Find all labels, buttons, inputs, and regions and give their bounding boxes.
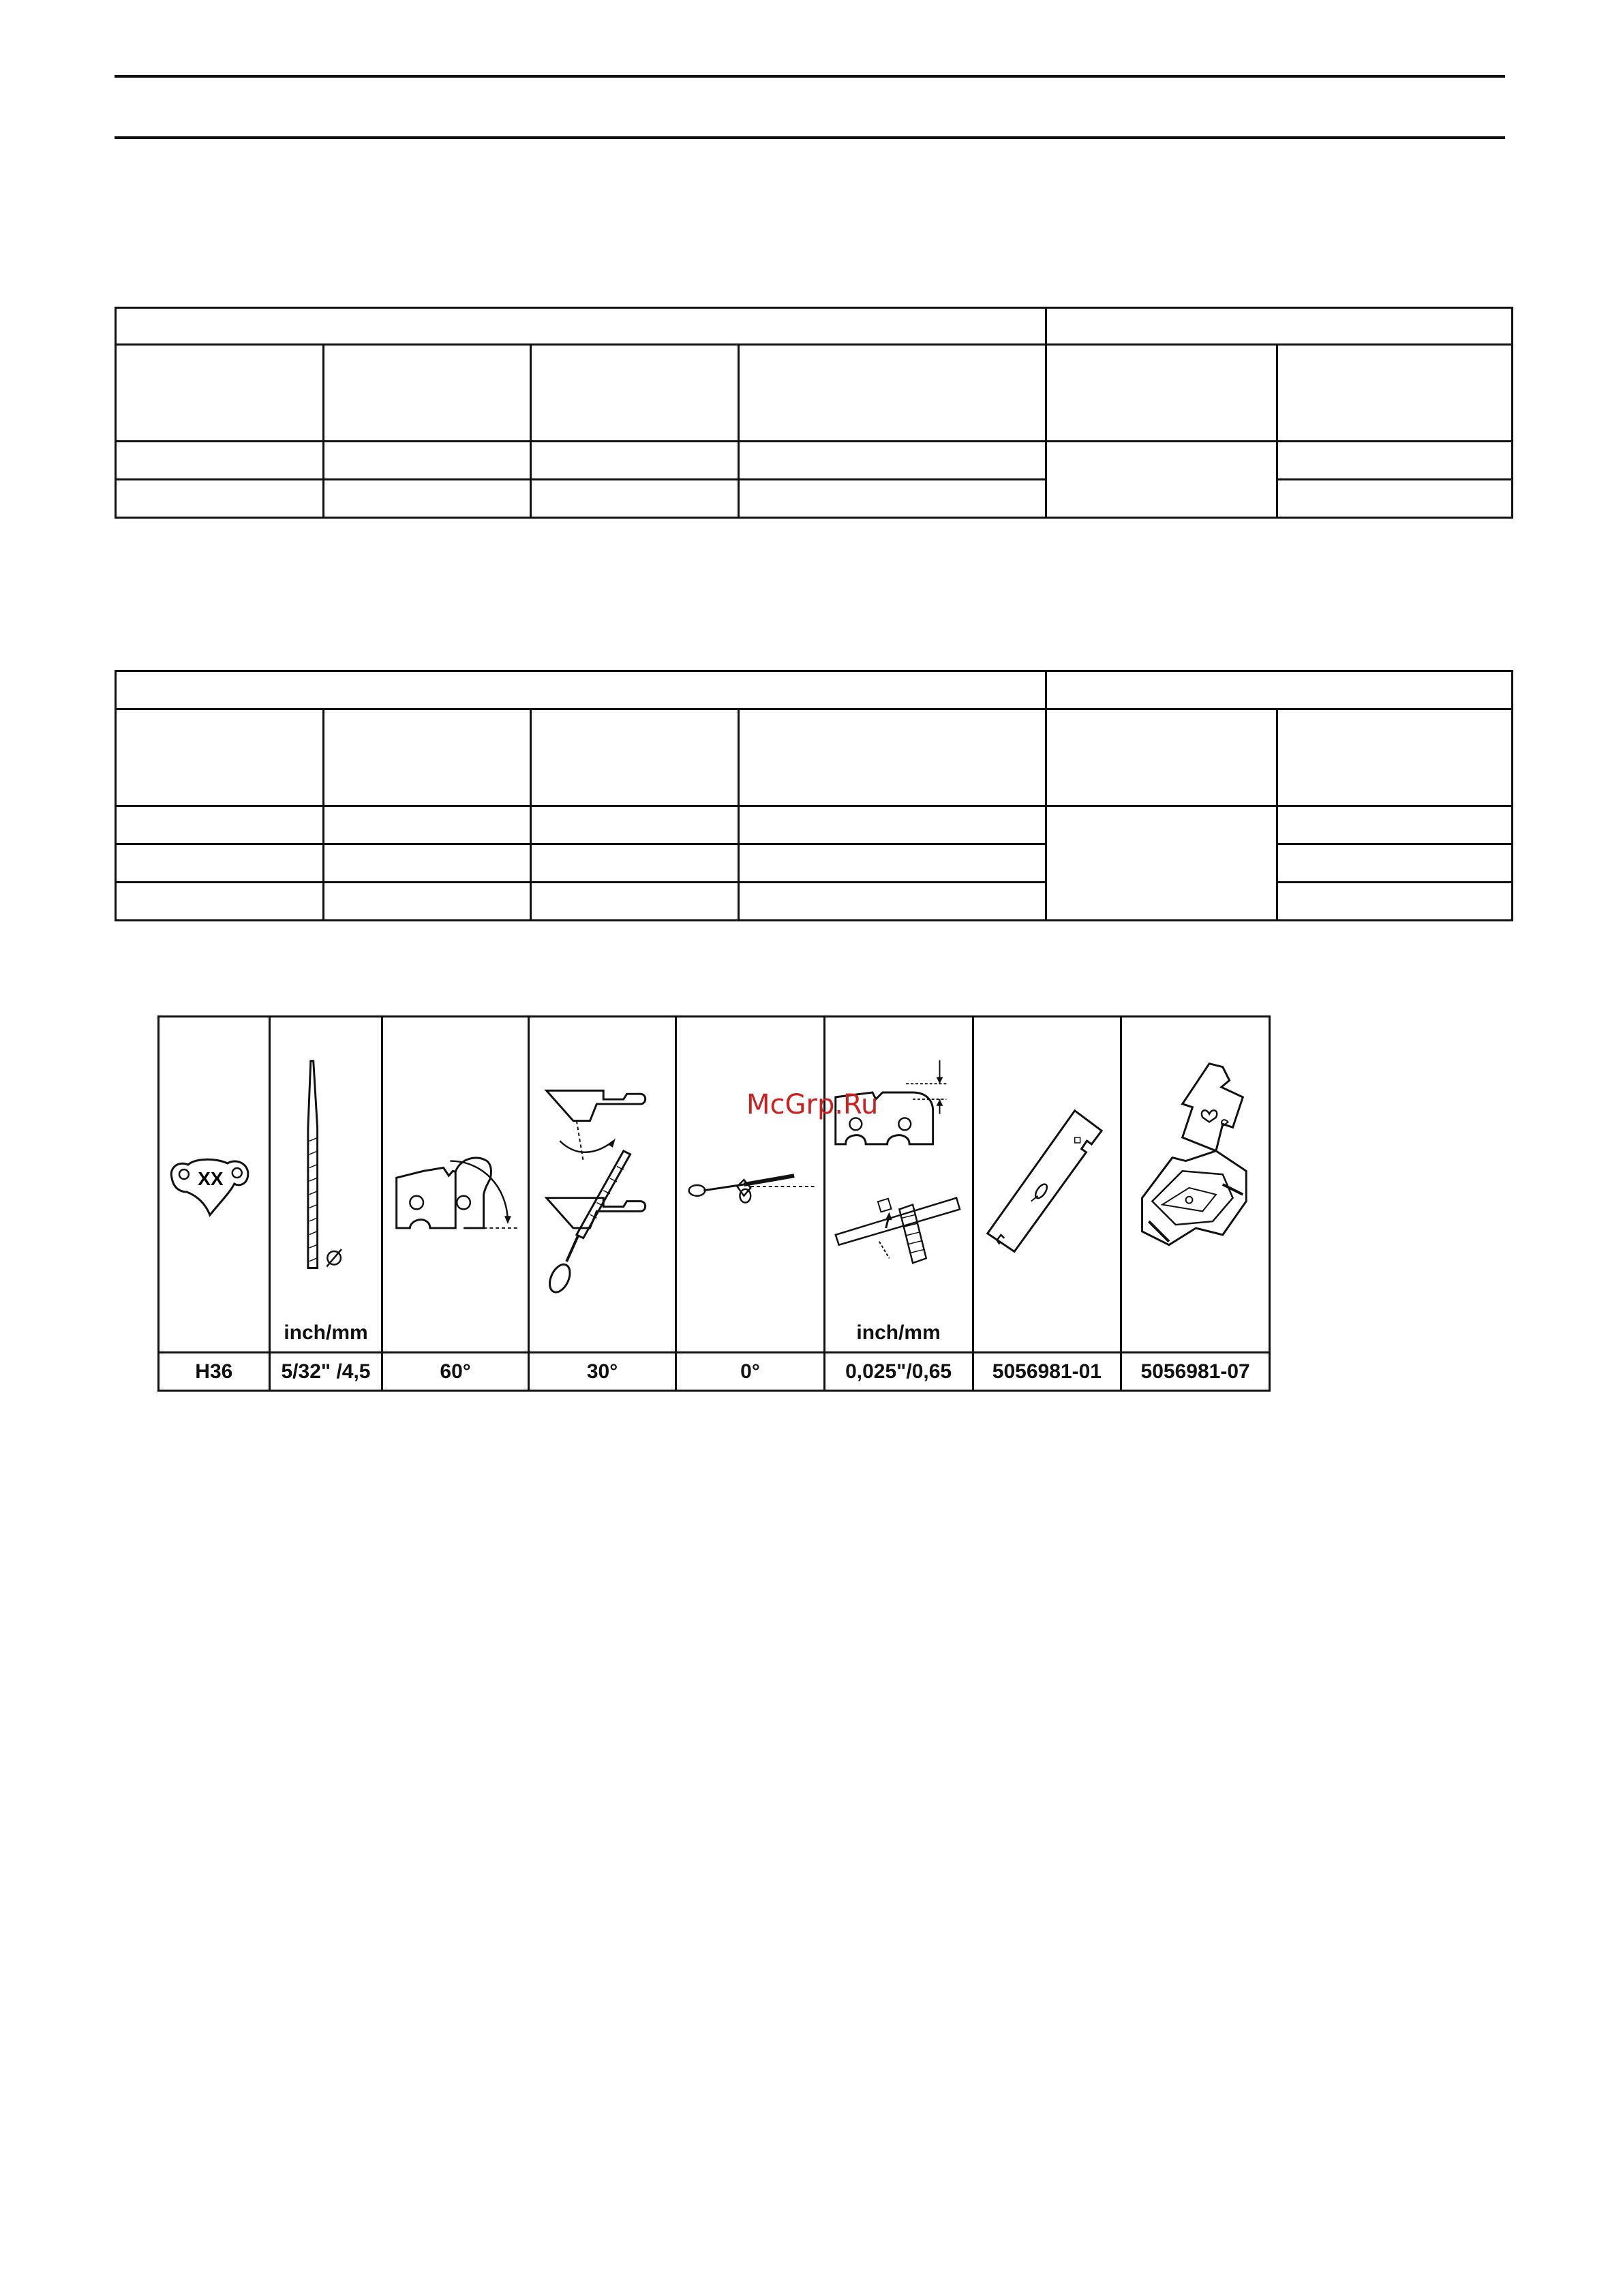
table-cell: [323, 806, 531, 844]
table-cell: [738, 709, 1046, 806]
table-cell: [1046, 671, 1512, 709]
table-cell: [323, 480, 531, 518]
table-cell: [1046, 308, 1512, 345]
header-rule-bottom: [115, 136, 1505, 139]
table-cell: [116, 480, 324, 518]
table-cell: [1277, 709, 1513, 806]
table-cell: [531, 844, 739, 883]
table-cell: [738, 480, 1046, 518]
depth-gauge-value: 0,025"/0,65: [824, 1353, 973, 1391]
table-cell: [1277, 345, 1513, 442]
table-cell: [1046, 709, 1277, 806]
table-cell: [738, 883, 1046, 921]
combination-gauge-part-number: 5056981-07: [1121, 1353, 1270, 1391]
table-cell: [1046, 345, 1277, 442]
table-cell: [738, 442, 1046, 480]
table-cell: [116, 671, 1046, 709]
top-plate-angle-60-icon: [382, 1017, 528, 1353]
watermark-text: McGrp.Ru: [746, 1089, 879, 1120]
top-plate-angle-value: 60°: [382, 1353, 528, 1391]
table-cell: [116, 883, 324, 921]
table-cell: [323, 442, 531, 480]
table-cell: [1046, 806, 1277, 921]
table-cell: [116, 345, 324, 442]
table-cell: [738, 844, 1046, 883]
combination-gauge-icon: [1121, 1017, 1270, 1353]
table-cell: [1277, 480, 1513, 518]
table-cell: [1046, 442, 1277, 518]
table-cell: [531, 442, 739, 480]
link-type-value: H36: [159, 1353, 270, 1391]
table-cell: [116, 806, 324, 844]
table-cell: [531, 806, 739, 844]
blank-table-2: [115, 670, 1513, 921]
depth-gauge-setting-icon: [824, 1017, 973, 1353]
table-cell: [323, 709, 531, 806]
table-cell: [531, 480, 739, 518]
table-cell: [1277, 844, 1513, 883]
file-diameter-unit-label: inch/mm: [284, 1321, 368, 1344]
depth-gauge-tool-icon: [973, 1017, 1121, 1353]
chain-link-xx-icon: [159, 1017, 270, 1353]
table-cell: [1277, 883, 1513, 921]
table-cell: [738, 345, 1046, 442]
link-marking-text: XX: [198, 1167, 224, 1189]
depth-tool-part-number: 5056981-01: [973, 1353, 1121, 1391]
depth-gauge-unit-label: inch/mm: [856, 1321, 941, 1344]
table-cell: [323, 345, 531, 442]
table-cell: [531, 883, 739, 921]
table-cell: [1277, 806, 1513, 844]
file-holder-angle-0-icon: [676, 1017, 824, 1353]
table-cell: [116, 442, 324, 480]
table-cell: [738, 806, 1046, 844]
table-cell: [116, 308, 1046, 345]
round-file-icon: [269, 1017, 382, 1353]
table-cell: [116, 844, 324, 883]
file-tilt-angle-value: 0°: [676, 1353, 824, 1391]
table-cell: [116, 709, 324, 806]
filing-angle-value: 30°: [528, 1353, 676, 1391]
table-cell: [323, 844, 531, 883]
table-cell: [531, 345, 739, 442]
table-cell: [531, 709, 739, 806]
table-cell: [323, 883, 531, 921]
blank-table-1: [115, 307, 1513, 519]
header-rule-top: [115, 75, 1505, 78]
sharpening-spec-table: [157, 1015, 1271, 1392]
filing-angle-30-icon: [528, 1017, 676, 1353]
table-cell: [1277, 442, 1513, 480]
file-diameter-value: 5/32" /4,5: [269, 1353, 382, 1391]
